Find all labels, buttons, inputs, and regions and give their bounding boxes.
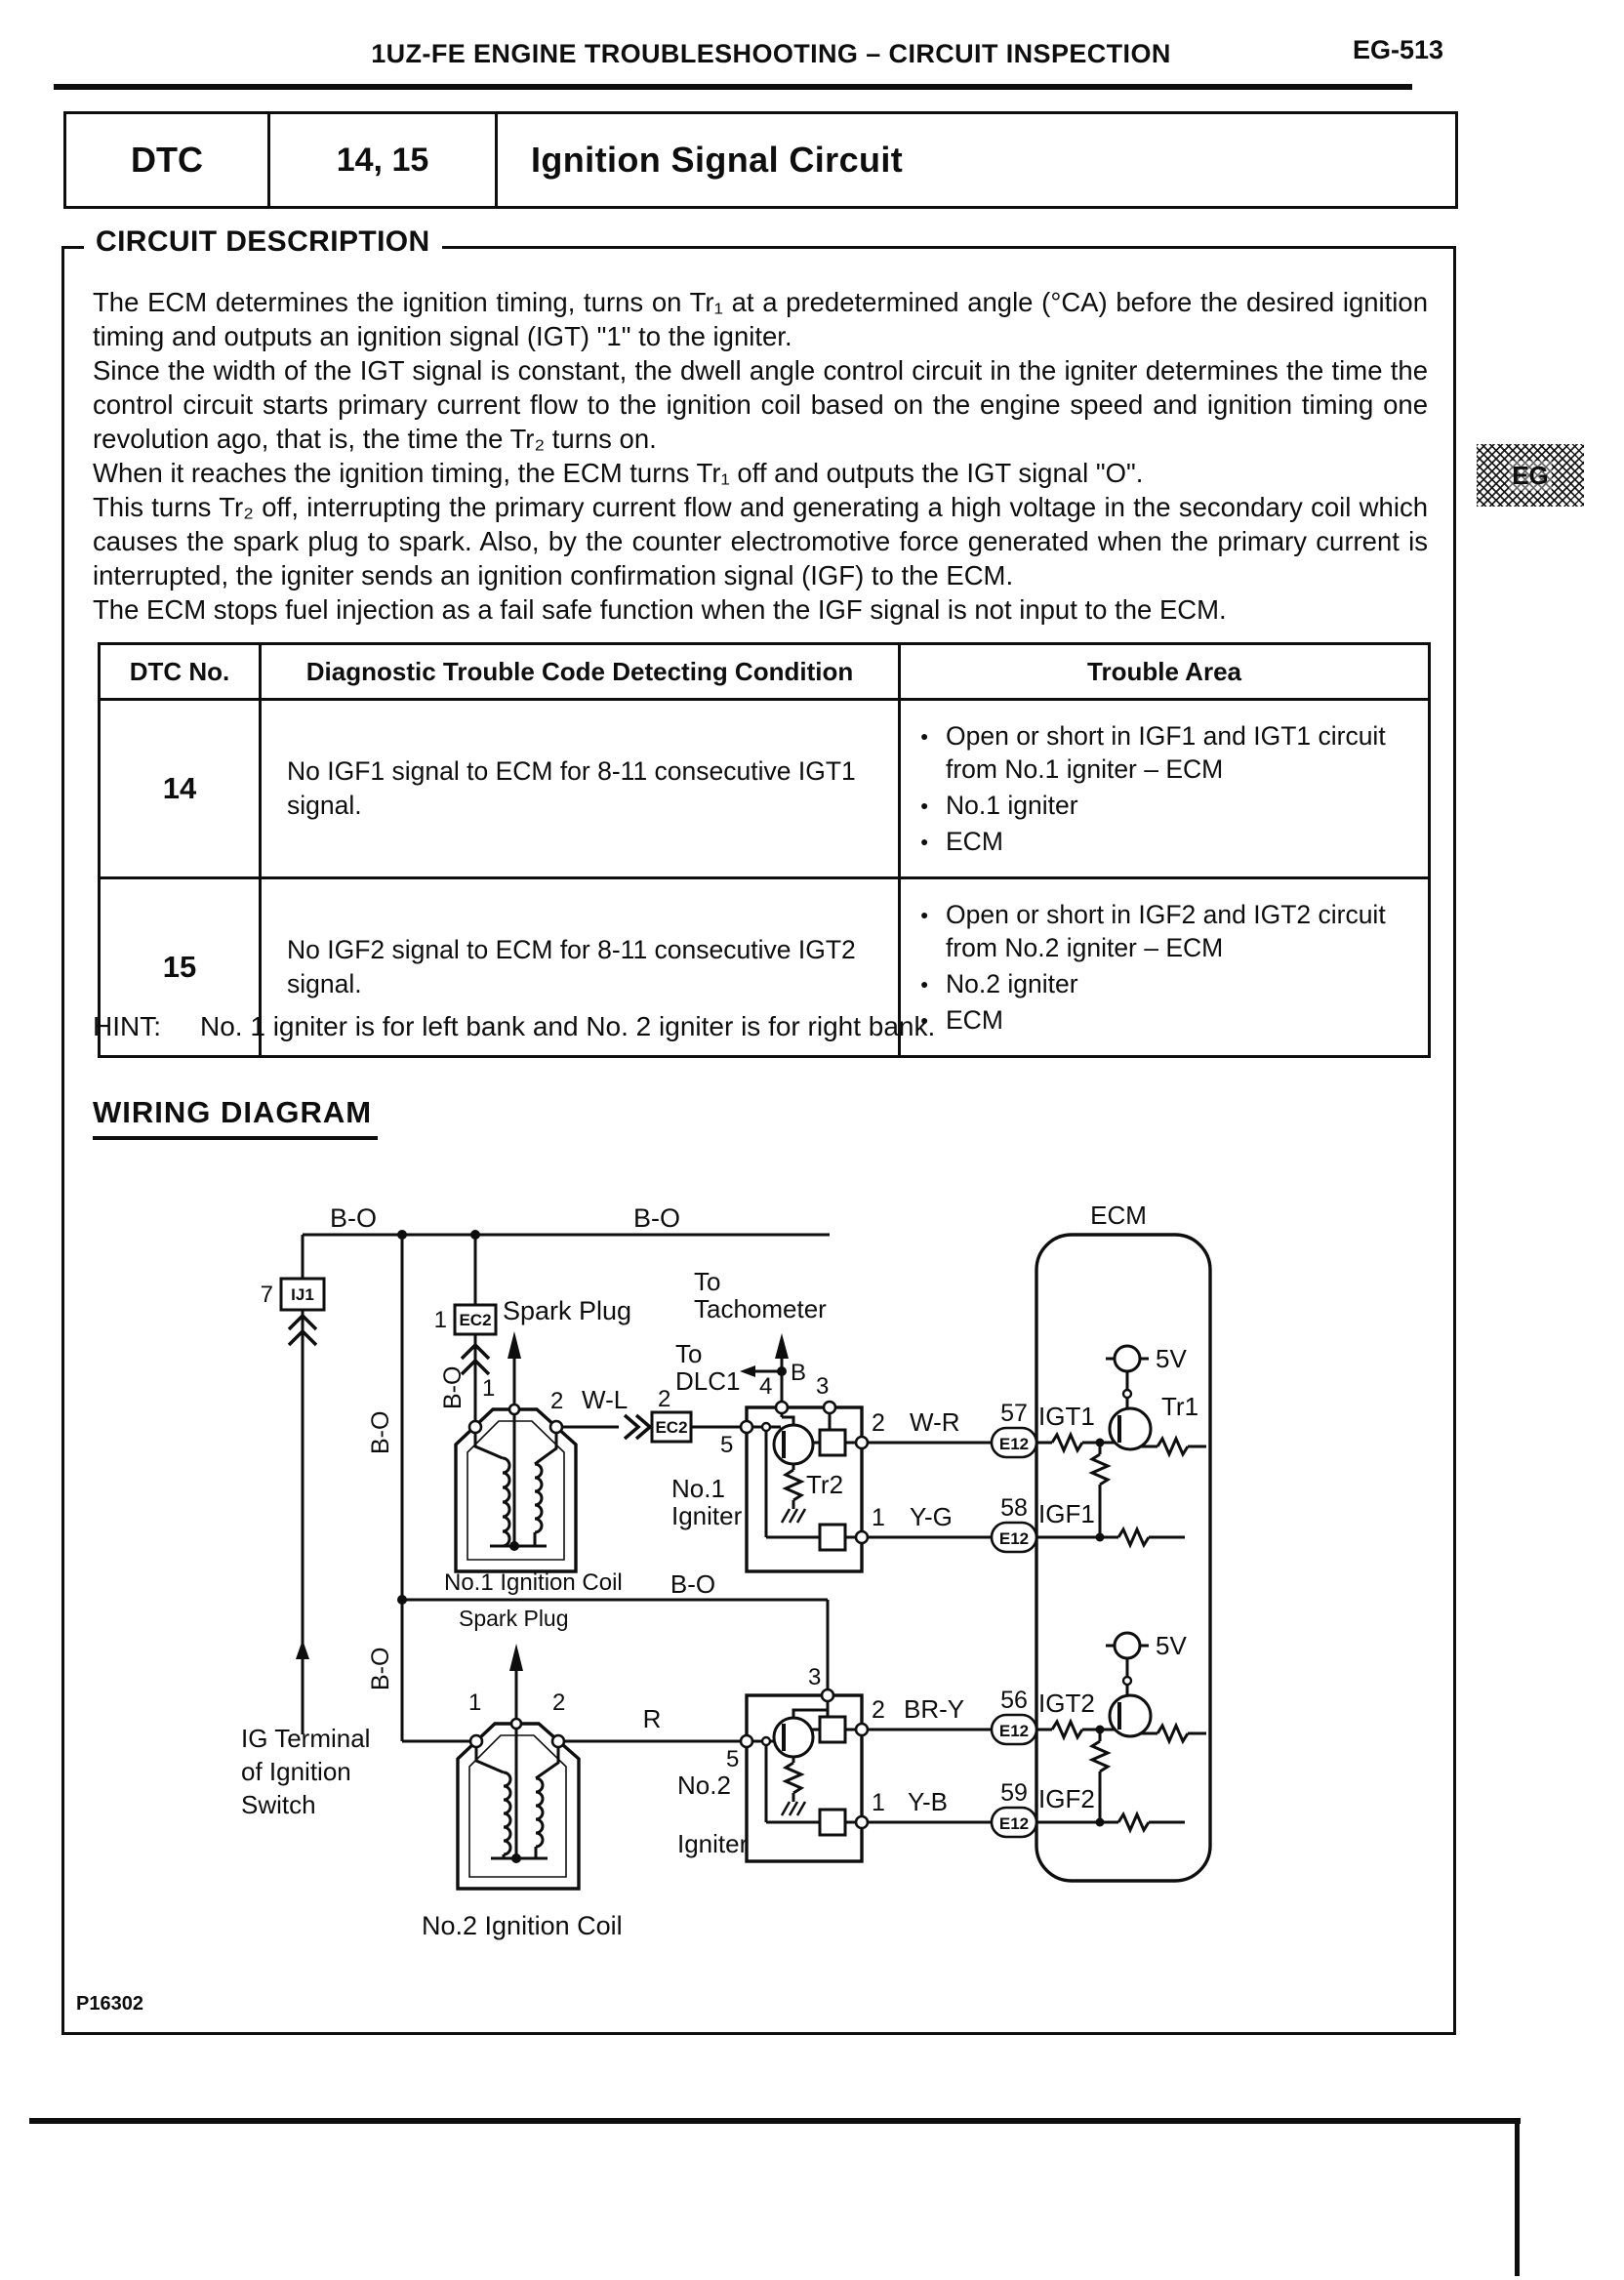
ecm-terminal-number: 59 [1000,1779,1028,1807]
dlc1-arrow [740,1365,755,1377]
wires [303,1235,992,1822]
spark-plug-label: Spark Plug [459,1606,569,1631]
spark-plug-label: Spark Plug [503,1296,632,1325]
e12-connector-label: E12 [998,1529,1030,1548]
wire-color-label: B-O [439,1365,467,1409]
e12-connector-label: E12 [998,1435,1030,1453]
to-dlc1-label: To [675,1339,703,1368]
ig-terminal-label: IG Terminal [241,1724,371,1753]
ig-terminal-label: Switch [241,1790,316,1819]
tr1-transistor [1110,1408,1151,1449]
col-header-condition: Diagnostic Trouble Code Detecting Condition [261,644,900,700]
eg-section-tab-label: EG [1509,461,1552,491]
igniter1-pin-number: 3 [816,1373,830,1400]
wire-color-label: W-R [910,1407,960,1437]
5v-label: 5V [1156,1344,1187,1373]
coil2-pin-number: 1 [468,1690,482,1716]
e12-connector-label: E12 [998,1722,1030,1740]
igniter2-module-a [820,1717,845,1742]
footer-rule [29,2118,1521,2124]
no2-igniter-internals [752,1701,856,1835]
igniter2-out-pin: 2 [872,1696,885,1724]
5v-label: 5V [1156,1631,1187,1660]
tr2-transistor [774,1425,813,1464]
diagram-labels [241,1201,1198,1940]
description-paragraph: The ECM determines the ignition timing, turns on Tr₁ at a predetermined angle (°CA) before the desired ignition timing and outputs an ignition signal (IGT) "1" to the igniter. [93,287,1428,351]
ig-feed-arrow [296,1640,309,1659]
ecm-transistor-2 [1110,1695,1151,1736]
igt1-resistor [1052,1435,1082,1450]
dtc-14-trouble-area [900,700,1430,878]
spark2-arrow [509,1644,523,1671]
wire-color-label: B-O [632,1203,681,1233]
ecm-label: ECM [1090,1201,1147,1230]
trouble-area-item: ● No.1 igniter [918,789,1420,822]
igniter2-label: Igniter [677,1829,749,1858]
spark1-arrow [508,1331,521,1359]
coil1-pin-number: 1 [482,1375,496,1402]
igniter2-label: No.2 [677,1771,731,1800]
coil1-pin-number: 2 [550,1388,564,1414]
figure-id: P16302 [76,1993,143,2015]
page-header-title: 1UZ-FE ENGINE TROUBLESHOOTING – CIRCUIT INSPECTION [371,39,1171,68]
igniter1-out-pin: 1 [872,1504,885,1531]
wiring-diagram [61,1152,1456,2035]
coil1-secondary-winding [535,1464,542,1532]
description-paragraph: Since the width of the IGT signal is constant, the dwell angle control circuit in the igniter determines the time the control circuit starts primary current flow to the ignition coil based on the engine speed and ignition timing one revolution ago, that is, the time the Tr₂ turns on. [93,355,1428,454]
dtc-code-15: 15 [100,878,261,1057]
tr1-emitter-resistor [1157,1439,1188,1454]
pullup-resistor-2 [1092,1741,1108,1771]
igf1-resistor [1118,1529,1149,1545]
dtc-banner-title: Ignition Signal Circuit [531,140,904,180]
ec2-pin-number: 2 [658,1386,671,1412]
dtc-banner-codes: 14, 15 [270,114,498,206]
wiring-diagram-title: WIRING DIAGRAM [93,1095,378,1140]
tr2-label: Tr2 [806,1470,844,1499]
ec2-connector-label: EC2 [655,1418,688,1437]
page-number: EG-513 [1353,35,1444,64]
coil2-label: No.2 Ignition Coil [422,1911,623,1940]
ecm-terminal-number: 58 [1000,1494,1028,1522]
table-row [100,700,1430,878]
igniter2-pin-number: 5 [726,1746,740,1772]
igt2-resistor [1052,1722,1082,1737]
hint-row [93,1011,935,1042]
hint-label: HINT: [93,1011,161,1041]
to-tachometer-label: To [694,1267,721,1296]
igniter1-label: No.1 [671,1474,725,1503]
trouble-area-item: ● No.2 igniter [918,967,1420,1000]
wire-color-label: Y-G [910,1502,953,1531]
coil1-primary-winding [503,1458,509,1546]
b-node-label: B [791,1360,807,1386]
wire-color-label: BR-Y [904,1694,965,1724]
ij1-connector-label: IJ1 [291,1285,314,1304]
igniter2-ground [782,1802,805,1815]
igniter2-module-b [820,1810,845,1835]
trouble-area-item: ● ECM [918,1003,1420,1037]
dtc-table [98,642,1431,1058]
igniter1-module-a [820,1430,845,1455]
description-paragraph: The ECM stops fuel injection as a fail safe function when the IGF signal is not input to the ECM. [93,594,1227,625]
tr1-label: Tr1 [1161,1392,1199,1421]
igniter1-pin-number: 4 [759,1373,773,1400]
col-header-dtc-no: DTC No. [100,644,261,700]
trouble-area-item: ● Open or short in IGF1 and IGT1 circuit from No.1 igniter – ECM [918,719,1420,786]
dtc-banner [63,111,1458,209]
wire-color-label: R [642,1704,662,1733]
igniter2-transistor [774,1718,813,1757]
table-header-row [100,644,1430,700]
5v-supply-2 [1115,1633,1140,1658]
ecm-terminal-number: 56 [1000,1687,1028,1714]
header-rule [54,84,1412,90]
igniter1-ground [782,1509,805,1523]
igniter2-pin-number: 3 [808,1664,822,1690]
coil1-label: No.1 Ignition Coil [444,1569,623,1596]
coil2-primary-winding [504,1772,510,1854]
description-paragraph: This turns Tr₂ off, interrupting the primary current flow and generating a high voltage in the secondary coil which causes the spark plug to spark. Also, by the counter electromotive force generated when the primary current is interrupted, the igniter sends an ignition confirmation signal (IGF) to the ECM. [93,492,1428,590]
col-header-trouble-area: Trouble Area [900,644,1430,700]
wire-color-label: B-O [367,1410,394,1454]
wire-color-label: W-L [582,1385,629,1414]
igf2-label: IGF2 [1038,1784,1095,1813]
wire-color-label: B-O [367,1647,394,1690]
ij1-pin-number: 7 [260,1282,273,1308]
igniter1-label: Igniter [671,1501,743,1530]
circuit-description-text [93,285,1428,627]
description-paragraph: When it reaches the ignition timing, the ECM turns Tr₁ off and outputs the IGT signal "O". [93,458,1144,488]
wire-color-label: B-O [670,1569,716,1599]
ig-terminal-label: of Ignition [241,1757,351,1786]
dtc-15-condition: No IGF2 signal to ECM for 8-11 consecutive IGT2 signal. [261,878,900,1057]
to-tachometer-label: Tachometer [694,1294,827,1323]
trouble-area-item: ● ECM [918,825,1420,858]
igf2-resistor [1118,1814,1149,1830]
eg-section-tab [1477,444,1584,507]
dtc-banner-label: DTC [66,114,270,206]
tachometer-arrow [775,1333,789,1359]
coil2-secondary-winding [536,1778,543,1847]
pullup-resistor-1 [1092,1454,1108,1485]
coil2-pin-number: 2 [552,1690,566,1716]
igniter1-resistor [786,1470,801,1500]
igniter2-out-pin: 1 [872,1789,885,1816]
igt2-label: IGT2 [1038,1689,1095,1718]
e12-connector-label: E12 [998,1814,1030,1833]
igniter1-out-pin: 2 [872,1409,885,1437]
footer-edge-mark [1515,2118,1520,2276]
wire-color-label: Y-B [908,1787,948,1816]
tr-emitter-resistor-2 [1157,1726,1188,1741]
trouble-area-item: ● Open or short in IGF2 and IGT2 circuit from No.2 igniter – ECM [918,898,1420,964]
dtc-14-condition: No IGF1 signal to ECM for 8-11 consecutive IGT1 signal. [261,700,900,878]
circuit-description-title: CIRCUIT DESCRIPTION [84,225,442,259]
igt1-label: IGT1 [1038,1402,1095,1431]
to-dlc1-label: DLC1 [675,1366,741,1396]
ec2-connector-label: EC2 [459,1311,492,1329]
hint-text: No. 1 igniter is for left bank and No. 2 igniter is for right bank. [200,1011,936,1041]
ecm-terminal-number: 57 [1000,1400,1028,1427]
igniter2-resistor [786,1763,801,1793]
igniter1-module-b [820,1525,845,1550]
ec2-pin-number: 1 [433,1307,447,1333]
wire-color-label: B-O [329,1203,378,1233]
dtc-15-trouble-area [900,878,1430,1057]
igniter1-pin-number: 5 [720,1432,734,1458]
no2-ignition-coil [458,1724,579,1889]
5v-supply-1 [1115,1346,1140,1371]
igf1-label: IGF1 [1038,1499,1095,1528]
dtc-code-14: 14 [100,700,261,878]
